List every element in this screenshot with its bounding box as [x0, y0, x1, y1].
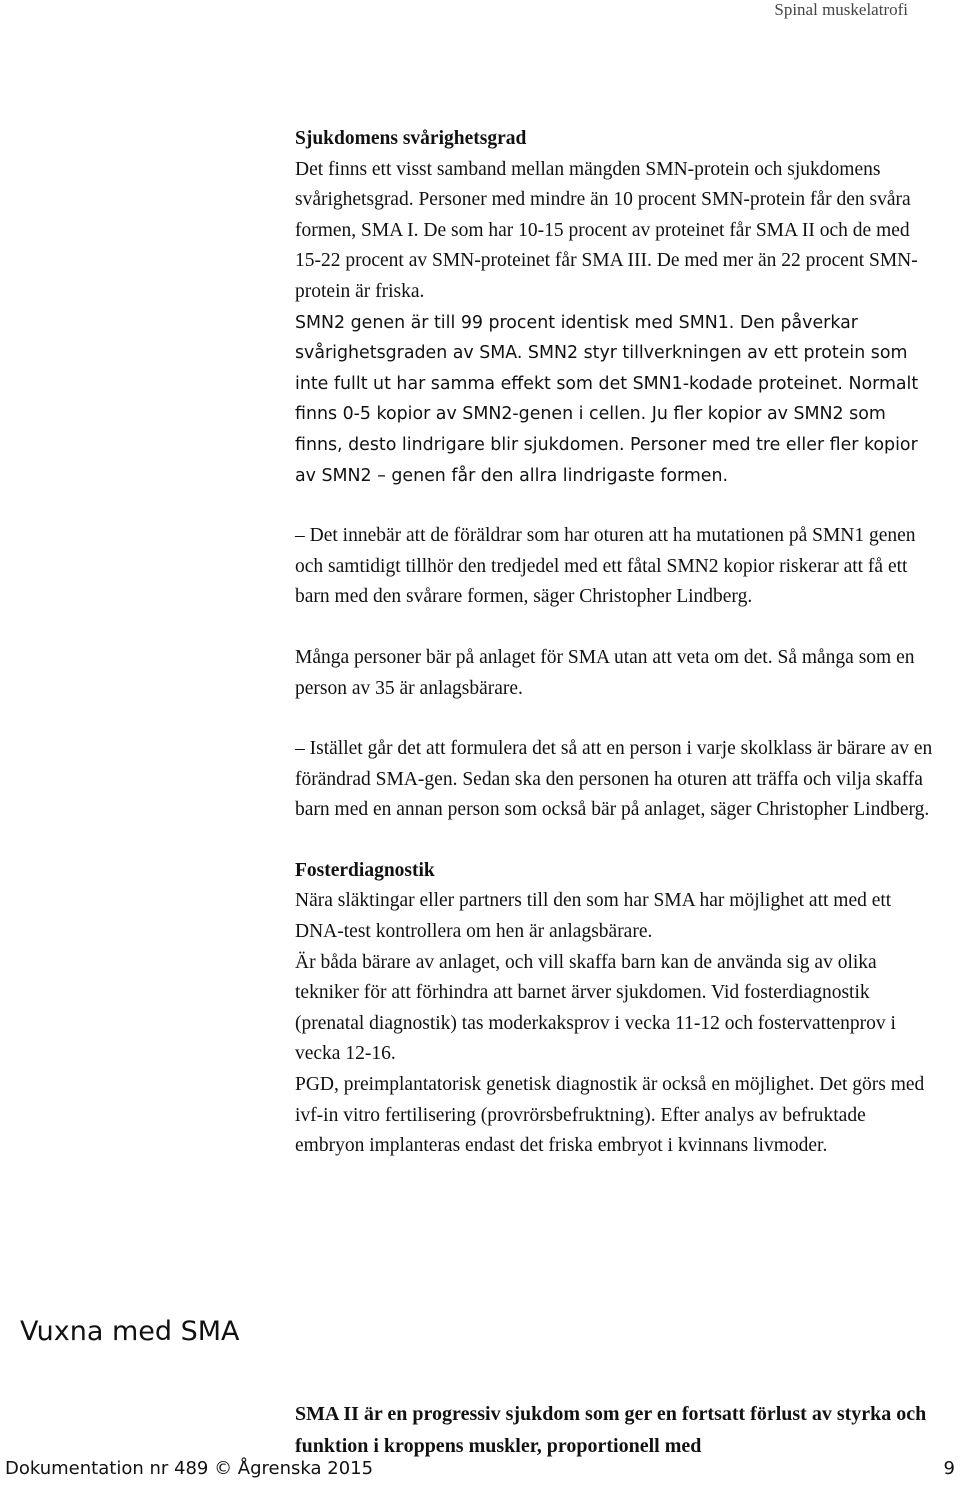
prenatal-paragraph-3: PGD, preimplantatorisk genetisk diagnostik är också en möjlighet. Det görs med ivf-in vitro fertilisering (provrörsbefruktning). Efter analys av befruktade embryon implanteras endast det friska embryot i kvinnans livmoder. — [295, 1074, 925, 1157]
quote-paragraph-1: – Det innebär att de föräldrar som har oturen att ha mutationen på SMN1 genen och samtidigt tillhör den tredjedel med ett fåtal SMN2 kopior riskerar att få ett barn med den svårare formen, säger Christopher Lindberg. — [295, 525, 916, 608]
main-content — [295, 124, 935, 1162]
running-header: Spinal muskelatrofi — [774, 0, 908, 19]
section-heading-severity: Sjukdomens svårighetsgrad — [295, 128, 527, 149]
quote-paragraph-2: – Istället går det att formulera det så att en person i varje skolklass är bärare av en förändrad SMA-gen. Sedan ska den personen ha oturen att träffa och vilja skaffa barn med en annan person som också bär på anlaget, säger Christopher Lindberg. — [295, 738, 933, 821]
prenatal-paragraph-1: Nära släktingar eller partners till den som har SMA har möjlighet att med ett DNA-test kontrollera om hen är anlagsbärare. — [295, 890, 892, 943]
severity-intro-paragraph: Det finns ett visst samband mellan mängden SMN-protein och sjukdomens svårighetsgrad. Personer med mindre än 10 procent SMN-protein får den svåra formen, SMA I. De som har 10-15 procent av proteinet får SMA II och de med 15-22 procent av SMN-proteinet får SMA III. De med mer än 22 procent SMN-protein är friska. — [295, 158, 918, 302]
section-heading-prenatal: Fosterdiagnostik — [295, 859, 435, 881]
carriers-paragraph: Många personer bär på anlaget för SMA utan att veta om det. Så många som en person av 35 är anlagsbärare. — [295, 646, 915, 699]
smn2-paragraph: SMN2 genen är till 99 procent identisk med SMN1. Den påverkar svårighetsgraden av SMA. SMN2 styr tillverkningen av ett protein som inte fullt ut har samma effekt som det SMN1-kodade proteinet. Normalt finns 0-5 kopior av SMN2-genen i cellen. Ju fler kopior av SMN2 som finns, desto lindrigare blir sjukdomen. Personer med tre eller fler kopior av SMN2 – genen får den allra lindrigaste formen. — [295, 312, 919, 486]
side-heading-adults: Vuxna med SMA — [20, 1316, 240, 1347]
page-number: 9 — [943, 1458, 955, 1479]
footer-publication: Dokumentation nr 489 © Ågrenska 2015 — [5, 1458, 374, 1479]
final-bold-paragraph: SMA II är en progressiv sjukdom som ger en fortsatt förlust av styrka och funktion i kroppens muskler, proportionell med — [295, 1403, 927, 1457]
prenatal-paragraph-2: Är båda bärare av anlaget, och vill skaffa barn kan de använda sig av olika tekniker för att förhindra att barnet ärver sjukdomen. Vid fosterdiagnostik (prenatal diagnostik) tas moderkaksprov i vecka 11-12 och fostervattenprov i vecka 12-16. — [295, 951, 896, 1065]
page-footer — [5, 1458, 955, 1479]
